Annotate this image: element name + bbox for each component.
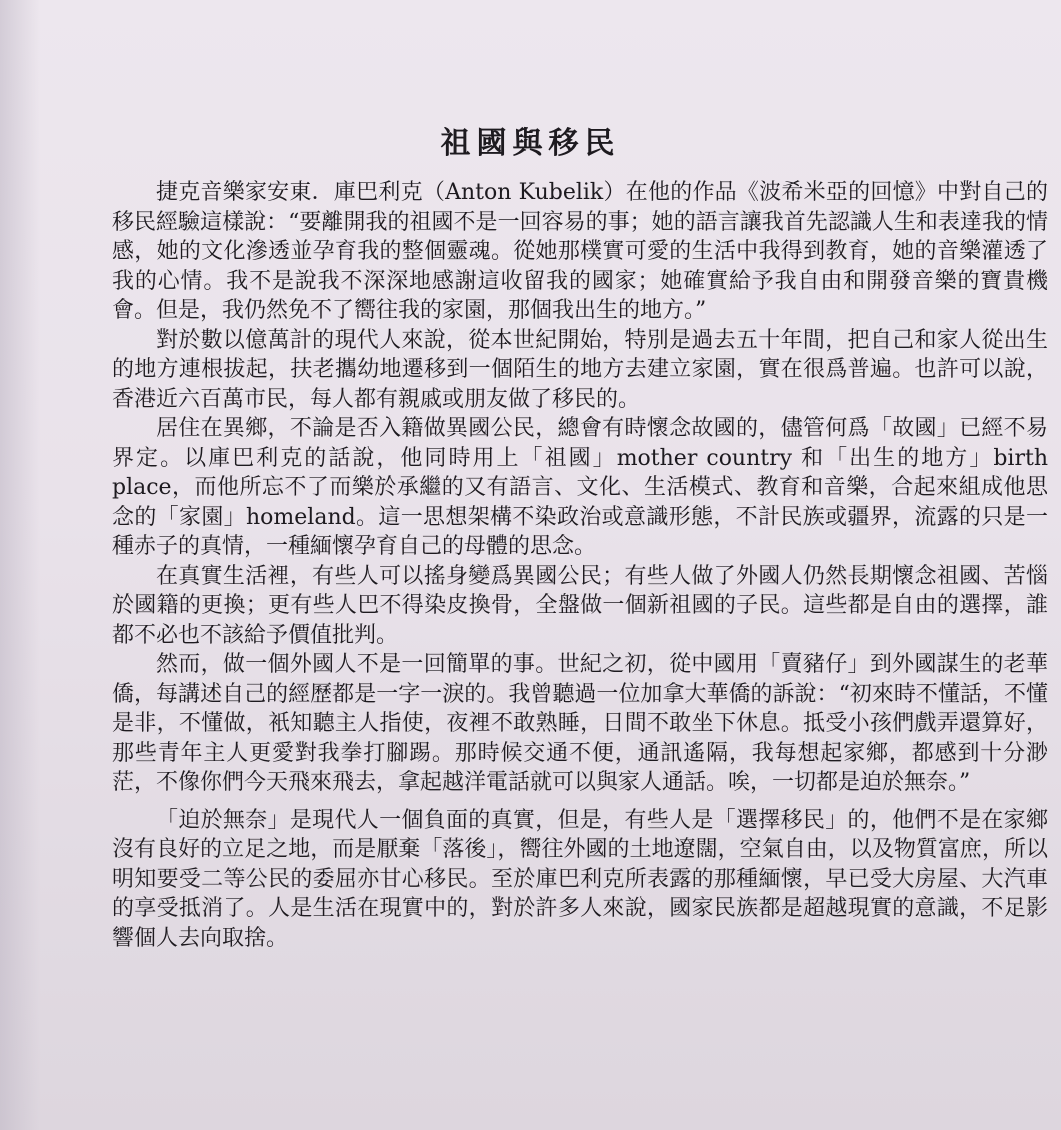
paragraph-6: 「迫於無奈」是現代人一個負面的真實，但是，有些人是「選擇移民」的，他們不是在家鄉沒有良好的立足之地，而是厭棄「落後」，嚮往外國的土地遼闊，空氣自由，以及物質富庶，所以明知要受二等公民的委屈亦甘心移民。至於庫巴利克所表露的那種緬懷，早已受大房屋、大汽車的享受抵消了。人是生活在現實中的，對於許多人來說，國家民族都是超越現實的意識，不足影響個人去向取捨。 xyxy=(112,807,1048,951)
paragraph-4: 在真實生活裡，有些人可以搖身變爲異國公民；有些人做了外國人仍然長期懷念祖國、苦惱於國籍的更換；更有些人巴不得染皮換骨，全盤做一個新祖國的子民。這些都是自由的選擇，誰都不必也不該給予價值批判。 xyxy=(112,563,1048,648)
page-gutter-shadow xyxy=(0,0,40,1130)
paragraph-3: 居住在異鄉，不論是否入籍做異國公民，總會有時懷念故國的，儘管何爲「故國」已經不易界定。以庫巴利克的話說，他同時用上「祖國」mother country 和「出生的地方」birth place，而他所忘不了而樂於承繼的又有語言、文化、生活模式、教育和音樂，合起來組成他思念的「家園」homeland。這一思想架構不染政治或意識形態，不計民族或疆界，流露的只是一種赤子的真情，一種緬懷孕育自己的母體的思念。 xyxy=(112,416,1048,559)
page-title: 祖國與移民 xyxy=(440,126,621,161)
paragraph-1: 捷克音樂家安東．庫巴利克（Anton Kubelik）在他的作品《波希米亞的回憶》中對自己的移民經驗這樣說：“要離開我的祖國不是一回容易的事；她的語言讓我首先認識人生和表達我的情感，她的文化滲透並孕育我的整個靈魂。從她那樸實可愛的生活中我得到教育，她的音樂灌透了我的心情。我不是說我不深深地感謝這收留我的國家；她確實給予我自由和開發音樂的寶貴機會。但是，我仍然免不了嚮往我的家園，那個我出生的地方。” xyxy=(112,180,1048,323)
paragraph-5: 然而，做一個外國人不是一回簡單的事。世紀之初，從中國用「賣豬仔」到外國謀生的老華僑，每講述自己的經歷都是一字一淚的。我曾聽過一位加拿大華僑的訴說：“初來時不懂話，不懂是非，不懂做，衹知聽主人指使，夜裡不敢熟睡，日間不敢坐下休息。抵受小孩們戲弄還算好，那些青年主人更愛對我拳打腳踢。那時候交通不便，通訊遙隔，我每想起家鄉，都感到十分渺茫，不像你們今天飛來飛去，拿起越洋電話就可以與家人通話。唉，一切都是迫於無奈。” xyxy=(112,652,1048,795)
paragraph-2: 對於數以億萬計的現代人來說，從本世紀開始，特別是過去五十年間，把自己和家人從出生的地方連根拔起，扶老攜幼地遷移到一個陌生的地方去建立家園，實在很爲普遍。也許可以說，香港近六百萬市民，每人都有親戚或朋友做了移民的。 xyxy=(112,327,1048,412)
article-body xyxy=(112,178,1048,953)
